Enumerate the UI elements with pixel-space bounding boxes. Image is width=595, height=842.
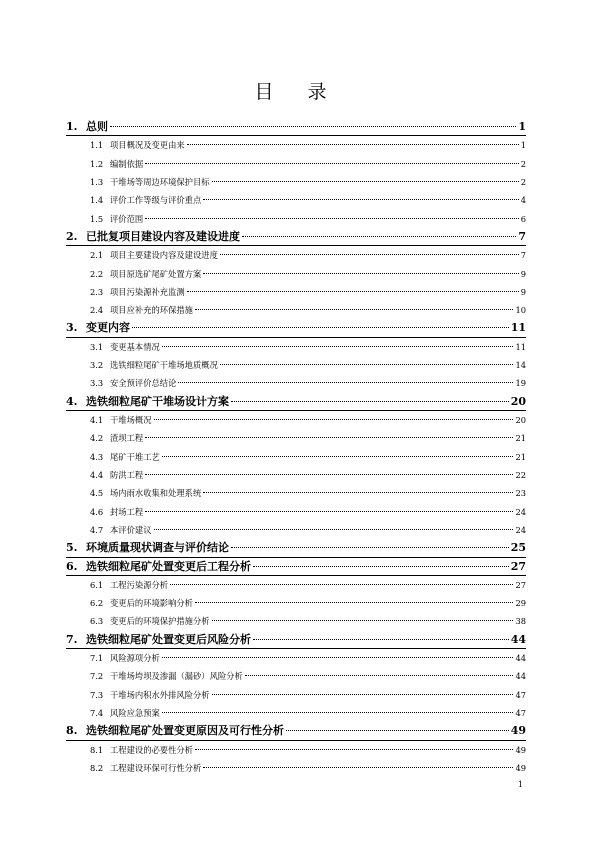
toc-entry-label: 变更后的环境保护措施分析 bbox=[110, 616, 210, 627]
toc-entry-page: 21 bbox=[515, 433, 526, 444]
toc-entry-page: 11 bbox=[515, 341, 526, 352]
toc-section-entry[interactable] bbox=[66, 191, 526, 209]
toc-entry-number: 4. bbox=[66, 394, 78, 408]
toc-entry-number: 8.1 bbox=[90, 744, 104, 755]
toc-entry-label: 项目概况及变更由来 bbox=[110, 140, 185, 151]
toc-entry-label: 项目应补充的环保措施 bbox=[110, 305, 193, 316]
toc-entry-page: 49 bbox=[510, 724, 526, 738]
toc-entry-label: 渣坝工程 bbox=[110, 433, 144, 444]
toc-chapter-entry[interactable] bbox=[66, 539, 526, 557]
toc-entry-number: 1.2 bbox=[90, 158, 104, 169]
toc-entry-label: 风险应急预案 bbox=[110, 708, 160, 718]
toc-entry-number: 2.4 bbox=[90, 305, 104, 316]
toc-dot-leader bbox=[145, 437, 513, 438]
toc-entry-number: 7.1 bbox=[90, 653, 104, 664]
toc-entry-label: 选铁细粒尾矿处置变更后风险分析 bbox=[86, 632, 251, 646]
toc-entry-page: 27 bbox=[510, 559, 526, 573]
toc-dot-leader bbox=[132, 327, 509, 328]
toc-section-entry[interactable] bbox=[66, 667, 526, 685]
toc-entry-page: 25 bbox=[510, 541, 526, 555]
toc-section-entry[interactable] bbox=[66, 649, 526, 667]
toc-dot-leader bbox=[162, 346, 514, 347]
toc-dot-leader bbox=[231, 401, 509, 402]
toc-entry-number: 6.3 bbox=[90, 616, 104, 627]
toc-dot-leader bbox=[286, 730, 509, 731]
toc-entry-label: 项目原选矿尾矿处置方案 bbox=[110, 268, 202, 279]
toc-entry-label: 选铁细粒尾矿干堆场地质概况 bbox=[110, 360, 218, 371]
toc-entry-page: 14 bbox=[515, 360, 526, 371]
toc-entry-page: 44 bbox=[510, 632, 526, 646]
toc-dot-leader bbox=[195, 309, 513, 310]
toc-dot-leader bbox=[203, 199, 518, 200]
toc-entry-label: 封场工程 bbox=[110, 506, 144, 517]
toc-section-entry[interactable] bbox=[66, 594, 526, 612]
toc-entry-page: 1 bbox=[518, 120, 526, 133]
toc-dot-leader bbox=[145, 163, 519, 164]
toc-entry-label: 选铁细粒尾矿处置变更后工程分析 bbox=[86, 559, 251, 573]
toc-dot-leader bbox=[110, 126, 516, 127]
toc-section-entry[interactable] bbox=[66, 503, 526, 521]
toc-entry-number: 8.2 bbox=[90, 762, 104, 773]
toc-dot-leader bbox=[231, 547, 509, 548]
toc-chapter-entry[interactable] bbox=[66, 558, 526, 576]
toc-entry-label: 干堆场等周边环境保护目标 bbox=[110, 176, 210, 187]
page-title: 目 录 bbox=[254, 81, 341, 103]
toc-entry-number: 6.1 bbox=[90, 579, 104, 590]
toc-entry-page: 20 bbox=[510, 394, 526, 408]
toc-entry-page: 47 bbox=[515, 689, 526, 700]
toc-dot-leader bbox=[203, 767, 513, 768]
toc-entry-number: 2.1 bbox=[90, 250, 104, 261]
toc-entry-label: 项目主要建设内容及建设进度 bbox=[110, 250, 218, 261]
toc-entry-label: 场内雨水收集和处理系统 bbox=[110, 488, 202, 499]
toc-entry-label: 项目污染源补充监测 bbox=[110, 286, 185, 297]
toc-dot-leader bbox=[212, 620, 514, 621]
toc-dot-leader bbox=[245, 675, 514, 676]
toc-section-entry[interactable] bbox=[66, 521, 526, 539]
toc-entry-page: 10 bbox=[515, 305, 526, 316]
toc-entry-number: 7. bbox=[66, 632, 78, 646]
toc-entry-label: 工程污染源分析 bbox=[110, 579, 169, 590]
toc-entry-number: 7.2 bbox=[90, 671, 104, 682]
toc-dot-leader bbox=[187, 291, 519, 292]
toc-entry-number: 3.1 bbox=[90, 341, 104, 352]
toc-section-entry[interactable] bbox=[66, 338, 526, 356]
toc-entry-label: 选铁细粒尾矿处置变更原因及可行性分析 bbox=[86, 724, 284, 738]
toc-entry-label: 风险源项分析 bbox=[110, 653, 160, 664]
toc-section-entry[interactable] bbox=[66, 173, 526, 191]
toc-entry-page: 47 bbox=[515, 708, 526, 718]
toc-entry-label: 干堆场垮坝及渗漏（漏砂）风险分析 bbox=[110, 671, 243, 682]
toc-entry-page: 24 bbox=[515, 506, 526, 517]
toc-entry-page: 21 bbox=[515, 451, 526, 462]
toc-entry-page: 4 bbox=[520, 195, 526, 206]
toc-section-entry[interactable] bbox=[66, 686, 526, 704]
toc-entry-page: 2 bbox=[520, 158, 526, 169]
toc-dot-leader bbox=[145, 511, 513, 512]
toc-entry-page: 7 bbox=[518, 229, 526, 243]
toc-entry-page: 11 bbox=[510, 321, 526, 335]
toc-entry-label: 本评价建议 bbox=[110, 524, 152, 535]
toc-section-entry[interactable] bbox=[66, 136, 526, 154]
toc-entry-page: 49 bbox=[515, 762, 526, 773]
toc-dot-leader bbox=[154, 419, 514, 420]
toc-dot-leader bbox=[162, 456, 514, 457]
toc-entry-number: 3.3 bbox=[90, 378, 104, 389]
toc-dot-leader bbox=[220, 364, 514, 365]
toc-entry-label: 评价范围 bbox=[110, 213, 144, 224]
toc-entry-label: 编制依据 bbox=[110, 158, 144, 169]
toc-entry-page: 22 bbox=[515, 469, 526, 480]
toc-entry-number: 7.4 bbox=[90, 708, 104, 718]
toc-section-entry[interactable] bbox=[66, 283, 526, 301]
toc-dot-leader bbox=[212, 694, 514, 695]
toc-dot-leader bbox=[253, 639, 509, 640]
toc-section-entry[interactable] bbox=[66, 265, 526, 283]
toc-entry-number: 6.2 bbox=[90, 598, 104, 609]
toc-entry-page: 20 bbox=[515, 415, 526, 425]
toc-entry-label: 选铁细粒尾矿干堆场设计方案 bbox=[86, 394, 229, 408]
toc-entry-number: 4.2 bbox=[90, 433, 104, 444]
toc-chapter-entry[interactable] bbox=[66, 228, 526, 246]
toc-dot-leader bbox=[220, 254, 519, 255]
toc-entry-page: 19 bbox=[515, 378, 526, 389]
toc-entry-label: 变更内容 bbox=[86, 321, 130, 335]
toc-entry-number: 1. bbox=[66, 120, 78, 133]
toc-entry-number: 6. bbox=[66, 559, 78, 573]
toc-section-entry[interactable] bbox=[66, 466, 526, 484]
toc-chapter-entry[interactable] bbox=[66, 722, 526, 740]
toc-entry-label: 已批复项目建设内容及建设进度 bbox=[86, 229, 240, 243]
toc-section-entry[interactable] bbox=[66, 155, 526, 173]
toc-chapter-entry[interactable] bbox=[66, 118, 526, 136]
toc-dot-leader bbox=[170, 584, 513, 585]
toc-dot-leader bbox=[195, 602, 513, 603]
toc-section-entry[interactable] bbox=[66, 429, 526, 447]
toc-dot-leader bbox=[162, 657, 514, 658]
toc-entry-number: 1.3 bbox=[90, 176, 104, 187]
toc-section-entry[interactable] bbox=[66, 741, 526, 759]
toc-entry-page: 24 bbox=[515, 524, 526, 535]
toc-entry-number: 2.3 bbox=[90, 286, 104, 297]
toc-entry-label: 变更基本情况 bbox=[110, 341, 160, 352]
toc-section-entry[interactable] bbox=[66, 374, 526, 392]
toc-entry-page: 1 bbox=[520, 140, 526, 151]
toc-section-entry[interactable] bbox=[66, 484, 526, 502]
toc-dot-leader bbox=[162, 712, 514, 713]
toc-entry-label: 总则 bbox=[86, 120, 108, 133]
toc-section-entry[interactable] bbox=[66, 301, 526, 319]
toc-entry-number: 3.2 bbox=[90, 360, 104, 371]
toc-entry-page: 6 bbox=[520, 213, 526, 224]
toc-entry-page: 49 bbox=[515, 744, 526, 755]
footer-page-number: 1 bbox=[518, 780, 524, 789]
toc-dot-leader bbox=[203, 492, 513, 493]
toc-entry-page: 44 bbox=[515, 653, 526, 664]
toc-section-entry[interactable] bbox=[66, 576, 526, 594]
toc-dot-leader bbox=[145, 474, 513, 475]
toc-entry-page: 44 bbox=[515, 671, 526, 682]
toc-entry-page: 9 bbox=[520, 268, 526, 279]
toc-section-entry[interactable] bbox=[66, 356, 526, 374]
toc-entry-number: 4.5 bbox=[90, 488, 104, 499]
toc-entry-number: 2.2 bbox=[90, 268, 104, 279]
toc-chapter-entry[interactable] bbox=[66, 631, 526, 649]
toc-section-entry[interactable] bbox=[66, 704, 526, 722]
toc-entry-number: 4.7 bbox=[90, 524, 104, 535]
toc-section-entry[interactable] bbox=[66, 246, 526, 264]
toc-dot-leader bbox=[145, 218, 519, 219]
toc-entry-number: 2. bbox=[66, 229, 78, 243]
toc-chapter-entry[interactable] bbox=[66, 319, 526, 337]
toc-entry-page: 2 bbox=[520, 176, 526, 187]
toc-entry-number: 4.3 bbox=[90, 451, 104, 462]
toc-dot-leader bbox=[242, 236, 516, 237]
toc-section-entry[interactable] bbox=[66, 759, 526, 777]
toc-section-entry[interactable] bbox=[66, 448, 526, 466]
toc-section-entry[interactable] bbox=[66, 612, 526, 630]
toc-entry-page: 23 bbox=[515, 488, 526, 499]
toc-entry-page: 29 bbox=[515, 598, 526, 609]
toc-entry-number: 1.5 bbox=[90, 213, 104, 224]
toc-entry-label: 变更后的环境影响分析 bbox=[110, 598, 193, 609]
toc-entry-label: 安全预评价总结论 bbox=[110, 378, 177, 389]
toc-entry-label: 防洪工程 bbox=[110, 469, 144, 480]
toc-entry-page: 7 bbox=[520, 250, 526, 261]
toc-dot-leader bbox=[178, 382, 513, 383]
toc-entry-number: 4.4 bbox=[90, 469, 104, 480]
toc-dot-leader bbox=[253, 566, 509, 567]
toc-entry-number: 8. bbox=[66, 724, 78, 738]
toc-entry-number: 1.4 bbox=[90, 195, 104, 206]
toc-dot-leader bbox=[195, 749, 513, 750]
toc-section-entry[interactable] bbox=[66, 210, 526, 228]
toc-entry-page: 38 bbox=[515, 616, 526, 627]
toc-entry-label: 环境质量现状调查与评价结论 bbox=[86, 541, 229, 555]
toc-entry-label: 尾矿干堆工艺 bbox=[110, 451, 160, 462]
toc-entry-number: 3. bbox=[66, 321, 78, 335]
toc-entry-label: 工程建设环保可行性分析 bbox=[110, 762, 202, 773]
toc-entry-number: 7.3 bbox=[90, 689, 104, 700]
toc-entry-label: 干堆场概况 bbox=[110, 415, 152, 425]
toc-dot-leader bbox=[154, 529, 514, 530]
toc-entry-number: 5. bbox=[66, 541, 78, 555]
toc-section-entry[interactable] bbox=[66, 411, 526, 429]
toc-entry-label: 工程建设的必要性分析 bbox=[110, 744, 193, 755]
toc-dot-leader bbox=[187, 144, 519, 145]
table-of-contents bbox=[66, 118, 526, 777]
toc-dot-leader bbox=[212, 181, 519, 182]
toc-entry-page: 9 bbox=[520, 286, 526, 297]
toc-entry-number: 1.1 bbox=[90, 140, 104, 151]
toc-chapter-entry[interactable] bbox=[66, 393, 526, 411]
toc-entry-label: 干堆场内积水外排风险分析 bbox=[110, 689, 210, 700]
toc-entry-number: 4.6 bbox=[90, 506, 104, 517]
toc-dot-leader bbox=[203, 273, 518, 274]
toc-entry-page: 27 bbox=[515, 579, 526, 590]
toc-entry-number: 4.1 bbox=[90, 415, 104, 425]
toc-entry-label: 评价工作等级与评价重点 bbox=[110, 195, 202, 206]
